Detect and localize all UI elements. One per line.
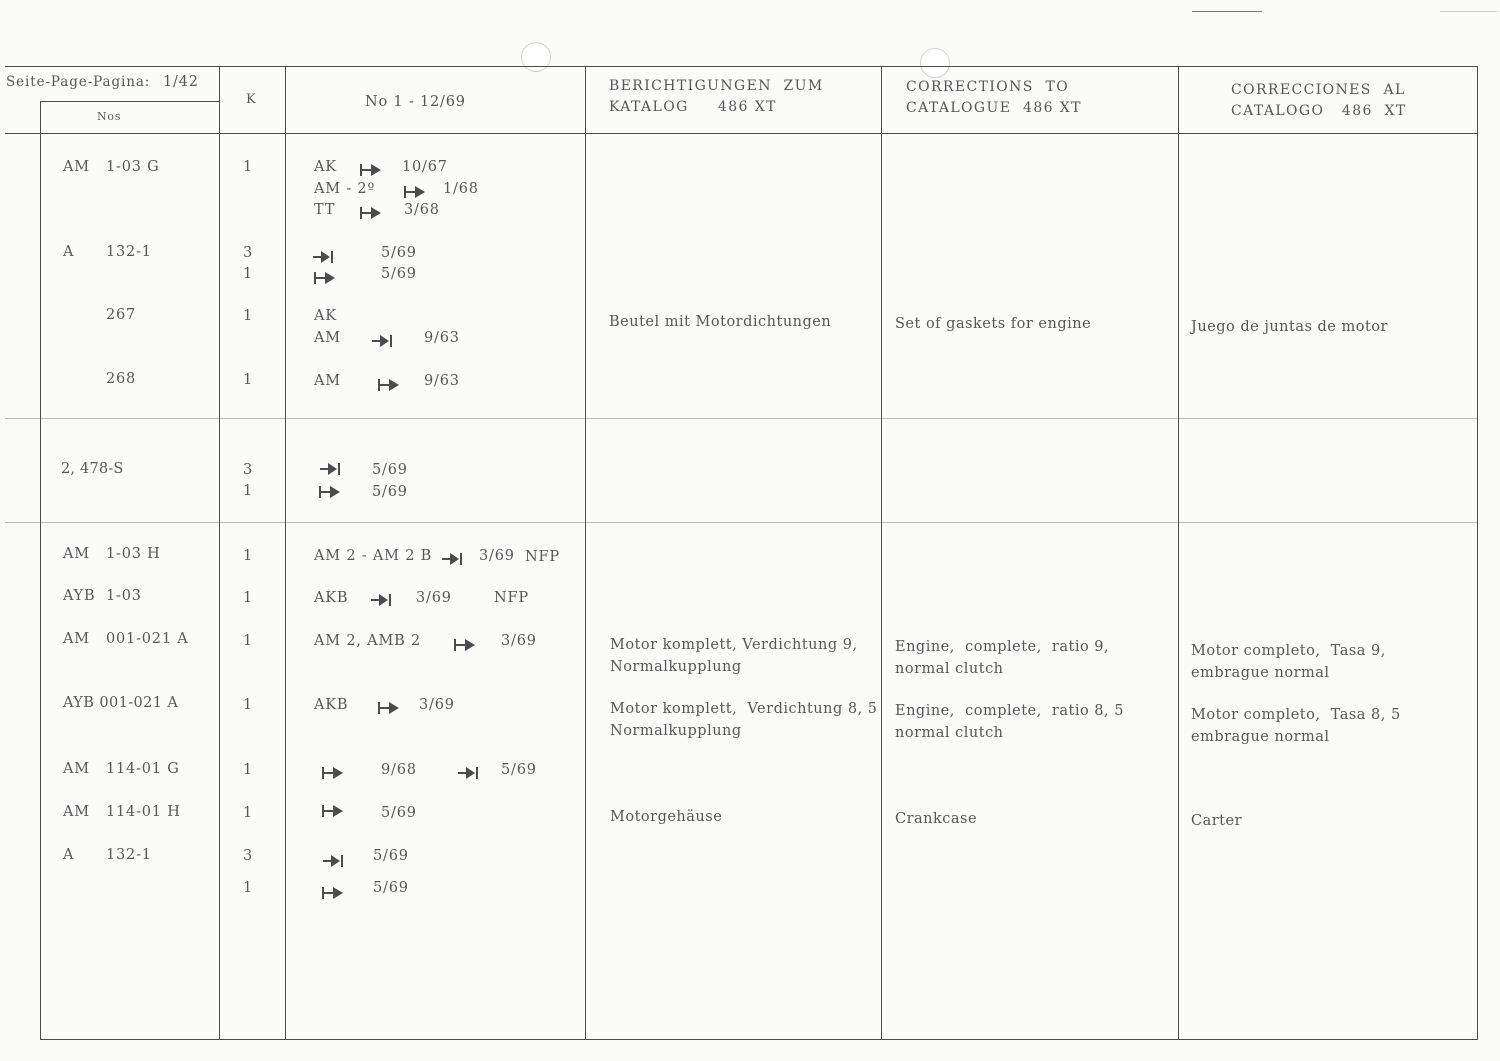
- k-column-rule: [219, 66, 220, 1039]
- english-description: Set of gaskets for engine: [895, 316, 1092, 332]
- part-prefix: AM: [63, 761, 90, 777]
- arrow-from-bar-icon: [377, 377, 401, 393]
- date-value: 5/69: [381, 266, 417, 282]
- part-number: 132-1: [106, 847, 152, 863]
- date-value: 1/68: [443, 181, 479, 197]
- quantity-k: 1: [243, 697, 254, 713]
- part-number: 1-03 G: [106, 159, 160, 175]
- part-prefix: AM: [63, 804, 90, 820]
- english-description: Engine, complete, ratio 8, 5 normal clutch: [895, 703, 1124, 741]
- arrow-to-bar-icon: [440, 551, 464, 567]
- quantity-k: 1: [243, 880, 254, 896]
- nfp-flag: NFP: [525, 549, 560, 565]
- english-description: Engine, complete, ratio 9, normal clutch: [895, 639, 1110, 677]
- spanish-description: Motor completo, Tasa 9, embrague normal: [1191, 643, 1386, 681]
- no-range-header: No 1 - 12/69: [365, 94, 466, 110]
- quantity-k: 1: [243, 266, 254, 282]
- part-prefix: A: [63, 847, 75, 863]
- top-rule: [5, 66, 1478, 67]
- date-value: 5/69: [501, 762, 537, 778]
- arrow-to-bar-icon: [318, 461, 342, 477]
- spanish-column-title: CORRECCIONES AL CATALOGO 486 XT: [1231, 82, 1407, 119]
- date-value: 9/68: [381, 762, 417, 778]
- arrow-from-bar-icon: [453, 637, 477, 653]
- part-number: 2, 478-S: [61, 461, 124, 477]
- part-prefix: A: [63, 244, 75, 260]
- part-number: 114-01 H: [106, 804, 181, 820]
- date-value: 5/69: [373, 880, 409, 896]
- es-column-rule: [1178, 66, 1179, 1039]
- arrow-from-bar-icon: [403, 184, 427, 200]
- part-prefix: AM: [63, 631, 90, 647]
- part-number: 001-021 A: [106, 631, 189, 647]
- english-description: Crankcase: [895, 811, 978, 827]
- german-description: Motor komplett, Verdichtung 9, Normalkupplung: [610, 637, 858, 675]
- date-value: 5/69: [372, 484, 408, 500]
- nos-column-rule: [40, 101, 41, 1039]
- de-column-rule: [585, 66, 586, 1039]
- part-number: 132-1: [106, 244, 152, 260]
- part-number: 1-03 H: [106, 546, 161, 562]
- date-value: 3/69: [501, 633, 537, 649]
- german-description: Beutel mit Motordichtungen: [609, 314, 832, 330]
- part-prefix: AYB: [63, 588, 96, 604]
- quantity-k: 3: [243, 462, 254, 478]
- part-number: AYB 001-021 A: [63, 695, 179, 711]
- part-number: 267: [106, 307, 137, 323]
- en-column-rule: [881, 66, 882, 1039]
- german-description: Motorgehäuse: [610, 809, 723, 825]
- quantity-k: 1: [243, 159, 254, 175]
- date-value: 5/69: [381, 245, 417, 261]
- part-prefix: AM: [63, 159, 90, 175]
- punch-hole: [920, 48, 950, 78]
- quantity-k: 1: [243, 805, 254, 821]
- quantity-k: 3: [243, 245, 254, 261]
- arrow-from-bar-icon: [321, 765, 345, 781]
- arrow-from-bar-icon: [359, 162, 383, 178]
- quantity-k: 1: [243, 548, 254, 564]
- part-prefix: AM: [63, 546, 90, 562]
- model-code: AK: [314, 308, 337, 324]
- nos-header: Nos: [97, 110, 122, 123]
- date-value: 3/69: [416, 590, 452, 606]
- date-value: 5/69: [381, 805, 417, 821]
- model-code: AM: [314, 330, 341, 346]
- date-value: 10/67: [402, 159, 448, 175]
- model-code: AM 2, AMB 2: [314, 633, 421, 649]
- date-value: 9/63: [424, 373, 460, 389]
- date-value: 3/69: [479, 548, 515, 564]
- arrow-to-bar-icon: [456, 765, 480, 781]
- k-header: K: [246, 92, 257, 107]
- punch-hole: [521, 42, 551, 72]
- quantity-k: 1: [243, 308, 254, 324]
- date-value: 5/69: [373, 848, 409, 864]
- model-code: AM - 2º: [314, 181, 376, 197]
- model-code: AKB: [314, 590, 349, 606]
- german-description: Motor komplett, Verdichtung 8, 5 Normalkupplung: [610, 701, 878, 739]
- quantity-k: 1: [243, 762, 254, 778]
- quantity-k: 1: [243, 372, 254, 388]
- model-code: TT: [314, 202, 336, 218]
- english-column-title: CORRECTIONS TO CATALOGUE 486 XT: [906, 79, 1082, 116]
- arrow-from-bar-icon: [318, 484, 342, 500]
- nos-header-rule: [40, 101, 219, 102]
- date-value: 9/63: [424, 330, 460, 346]
- group-separator: [5, 522, 1478, 523]
- part-number: 1-03: [106, 588, 142, 604]
- right-border-rule: [1477, 66, 1478, 1039]
- model-code: AM 2 - AM 2 B: [314, 548, 433, 564]
- german-column-title: BERICHTIGUNGEN ZUM KATALOG 486 XT: [609, 78, 824, 115]
- model-code: AKB: [314, 697, 349, 713]
- date-value: 3/68: [404, 202, 440, 218]
- quantity-k: 1: [243, 483, 254, 499]
- quantity-k: 3: [243, 848, 254, 864]
- quantity-k: 1: [243, 633, 254, 649]
- arrow-to-bar-icon: [369, 592, 393, 608]
- arrow-from-bar-icon: [377, 700, 401, 716]
- arrow-from-bar-icon: [359, 205, 383, 221]
- page-label: Seite-Page-Pagina:: [6, 74, 151, 90]
- spanish-description: Juego de juntas de motor: [1191, 319, 1388, 335]
- arrow-from-bar-icon: [321, 885, 345, 901]
- arrow-from-bar-icon: [321, 803, 345, 819]
- bottom-rule: [40, 1039, 1478, 1040]
- arrow-from-bar-icon: [313, 270, 337, 286]
- stray-mark: [1192, 11, 1262, 12]
- spanish-description: Carter: [1191, 813, 1243, 829]
- part-number: 268: [106, 371, 137, 387]
- no-column-rule: [285, 66, 286, 1039]
- quantity-k: 1: [243, 590, 254, 606]
- spanish-description: Motor completo, Tasa 8, 5 embrague normal: [1191, 707, 1401, 745]
- date-value: 3/69: [419, 697, 455, 713]
- model-code: AM: [314, 373, 341, 389]
- group-separator: [5, 418, 1478, 419]
- part-number: 114-01 G: [106, 761, 180, 777]
- stray-mark: [1440, 11, 1498, 12]
- nfp-flag: NFP: [494, 590, 529, 606]
- arrow-to-bar-icon: [370, 333, 394, 349]
- model-code: AK: [314, 159, 337, 175]
- header-bottom-rule: [5, 133, 1478, 134]
- page-number: 1/42: [163, 74, 199, 90]
- date-value: 5/69: [372, 462, 408, 478]
- arrow-to-bar-icon: [321, 853, 345, 869]
- arrow-to-bar-icon: [311, 249, 335, 265]
